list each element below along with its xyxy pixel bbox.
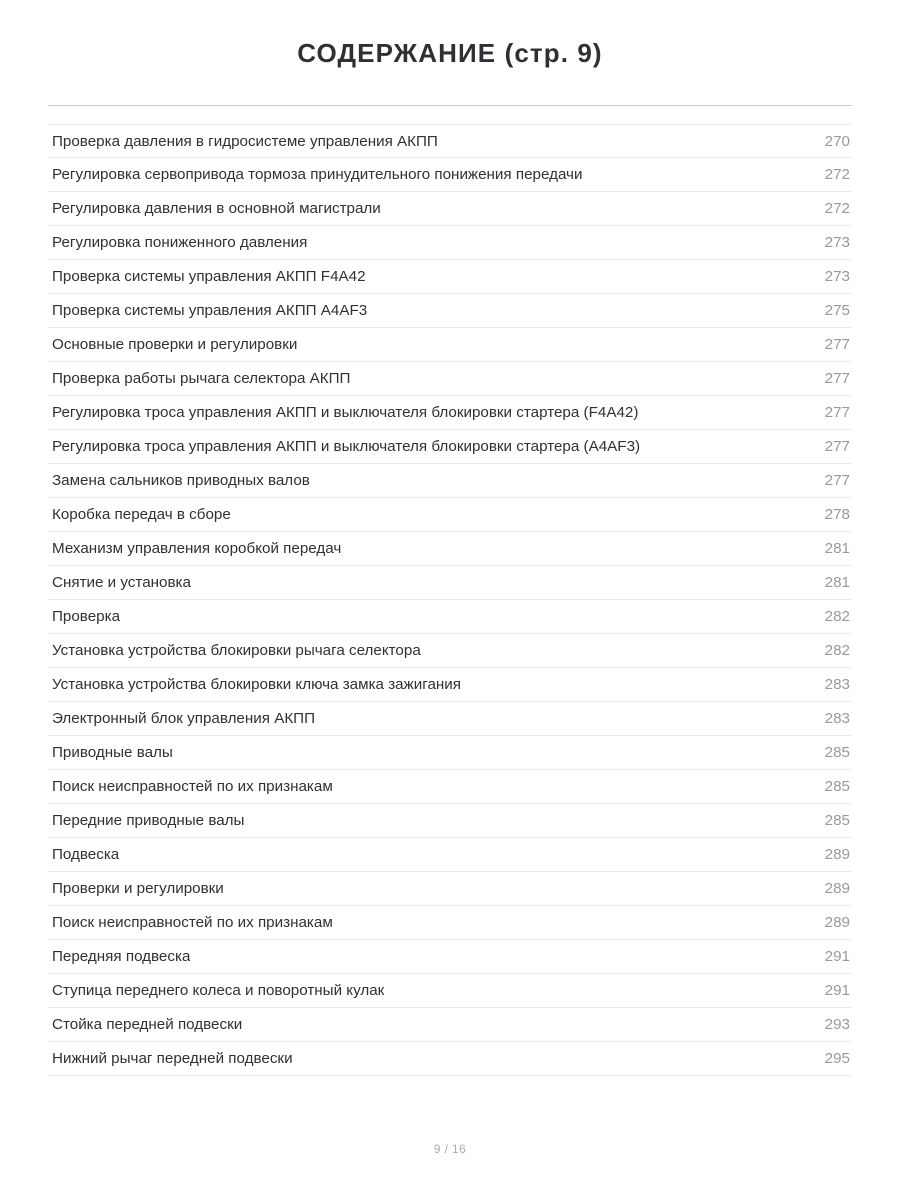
- toc-entry-title: Проверка работы рычага селектора АКПП: [52, 370, 351, 387]
- toc-entry-title: Поиск неисправностей по их признакам: [52, 914, 333, 931]
- toc-entry-title: Приводные валы: [52, 744, 173, 761]
- toc-entry-title: Регулировка сервопривода тормоза принудительного понижения передачи: [52, 166, 583, 183]
- toc-entry-page-number: 285: [824, 744, 850, 761]
- toc-entry-page-number: 289: [824, 846, 850, 863]
- toc-entry[interactable]: [48, 1008, 852, 1042]
- toc-entry[interactable]: [48, 702, 852, 736]
- toc-entry-title: Проверки и регулировки: [52, 880, 224, 897]
- toc-entry-page-number: 289: [824, 880, 850, 897]
- toc-entry-page-number: 285: [824, 812, 850, 829]
- toc-entry[interactable]: [48, 294, 852, 328]
- toc-entry[interactable]: [48, 566, 852, 600]
- toc-entry[interactable]: [48, 192, 852, 226]
- toc-entry-title: Электронный блок управления АКПП: [52, 710, 315, 727]
- toc-entry[interactable]: [48, 838, 852, 872]
- toc-entry-page-number: 272: [824, 200, 850, 217]
- toc-entry-page-number: 277: [824, 438, 850, 455]
- toc-entry[interactable]: [48, 600, 852, 634]
- toc-entry-page-number: 285: [824, 778, 850, 795]
- toc-entry-page-number: 291: [824, 948, 850, 965]
- page-footer: 9 / 16: [433, 1142, 467, 1156]
- toc-entry[interactable]: [48, 396, 852, 430]
- toc-entry-page-number: 277: [824, 472, 850, 489]
- toc-entry[interactable]: [48, 532, 852, 566]
- toc-entry-title: Проверка системы управления АКПП F4A42: [52, 268, 366, 285]
- toc-entry-title: Коробка передач в сборе: [52, 506, 231, 523]
- toc-entry[interactable]: [48, 226, 852, 260]
- toc-entry-page-number: 291: [824, 982, 850, 999]
- toc-entry[interactable]: [48, 804, 852, 838]
- toc-entry[interactable]: [48, 362, 852, 396]
- toc-entry-title: Снятие и установка: [52, 574, 191, 591]
- toc-entry[interactable]: [48, 736, 852, 770]
- toc-entry[interactable]: [48, 260, 852, 294]
- toc-entry-page-number: 277: [824, 336, 850, 353]
- toc-entry-title: Механизм управления коробкой передач: [52, 540, 342, 557]
- toc-entry[interactable]: [48, 974, 852, 1008]
- toc-entry-page-number: 281: [824, 574, 850, 591]
- toc-entry-page-number: 277: [824, 404, 850, 421]
- toc-entry[interactable]: [48, 906, 852, 940]
- toc-entry-page-number: 270: [824, 133, 850, 150]
- toc-entry[interactable]: [48, 668, 852, 702]
- toc-entry[interactable]: [48, 1042, 852, 1076]
- toc-entry-page-number: 277: [824, 370, 850, 387]
- toc-entry-page-number: 289: [824, 914, 850, 931]
- toc-entry[interactable]: [48, 430, 852, 464]
- toc-entry[interactable]: [48, 158, 852, 192]
- toc-entry-page-number: 281: [824, 540, 850, 557]
- toc-entry[interactable]: [48, 634, 852, 668]
- toc-entry-title: Регулировка троса управления АКПП и выключателя блокировки стартера (A4AF3): [52, 438, 641, 455]
- toc-entry-page-number: 282: [824, 642, 850, 659]
- toc-entry-title: Поиск неисправностей по их признакам: [52, 778, 333, 795]
- toc-entry-page-number: 293: [824, 1016, 850, 1033]
- toc-entry-page-number: 273: [824, 268, 850, 285]
- toc-entry[interactable]: [48, 770, 852, 804]
- toc-entry[interactable]: [48, 872, 852, 906]
- toc-entry-page-number: 283: [824, 710, 850, 727]
- toc-entry-title: Нижний рычаг передней подвески: [52, 1050, 293, 1067]
- toc-entry-title: Регулировка давления в основной магистрали: [52, 200, 381, 217]
- toc-entry-title: Регулировка троса управления АКПП и выключателя блокировки стартера (F4A42): [52, 404, 639, 421]
- toc-entry-title: Передние приводные валы: [52, 812, 245, 829]
- toc-entry-title: Регулировка пониженного давления: [52, 234, 308, 251]
- toc-entry-page-number: 283: [824, 676, 850, 693]
- toc-entry-page-number: 275: [824, 302, 850, 319]
- toc-entry[interactable]: [48, 124, 852, 158]
- toc-entry-title: Передняя подвеска: [52, 948, 191, 965]
- toc-entry[interactable]: [48, 498, 852, 532]
- table-of-contents: [48, 106, 852, 1076]
- toc-entry-page-number: 282: [824, 608, 850, 625]
- toc-entry-title: Проверка: [52, 608, 121, 625]
- page-title: СОДЕРЖАНИЕ (стр. 9): [297, 38, 603, 68]
- toc-entry[interactable]: [48, 328, 852, 362]
- toc-entry-page-number: 295: [824, 1050, 850, 1067]
- toc-entry-title: Установка устройства блокировки ключа замка зажигания: [52, 676, 462, 693]
- toc-entry[interactable]: [48, 940, 852, 974]
- toc-entry-page-number: 273: [824, 234, 850, 251]
- toc-entry-title: Подвеска: [52, 846, 120, 863]
- toc-entry[interactable]: [48, 464, 852, 498]
- toc-entry-title: Основные проверки и регулировки: [52, 336, 298, 353]
- toc-entry-title: Проверка давления в гидросистеме управления АКПП: [52, 133, 438, 150]
- toc-entry-title: Ступица переднего колеса и поворотный кулак: [52, 982, 385, 999]
- toc-entry-title: Установка устройства блокировки рычага селектора: [52, 642, 421, 659]
- toc-entry-title: Стойка передней подвески: [52, 1016, 243, 1033]
- toc-entry-page-number: 278: [824, 506, 850, 523]
- toc-entry-title: Проверка системы управления АКПП A4AF3: [52, 302, 368, 319]
- toc-entry-page-number: 272: [824, 166, 850, 183]
- toc-entry-title: Замена сальников приводных валов: [52, 472, 310, 489]
